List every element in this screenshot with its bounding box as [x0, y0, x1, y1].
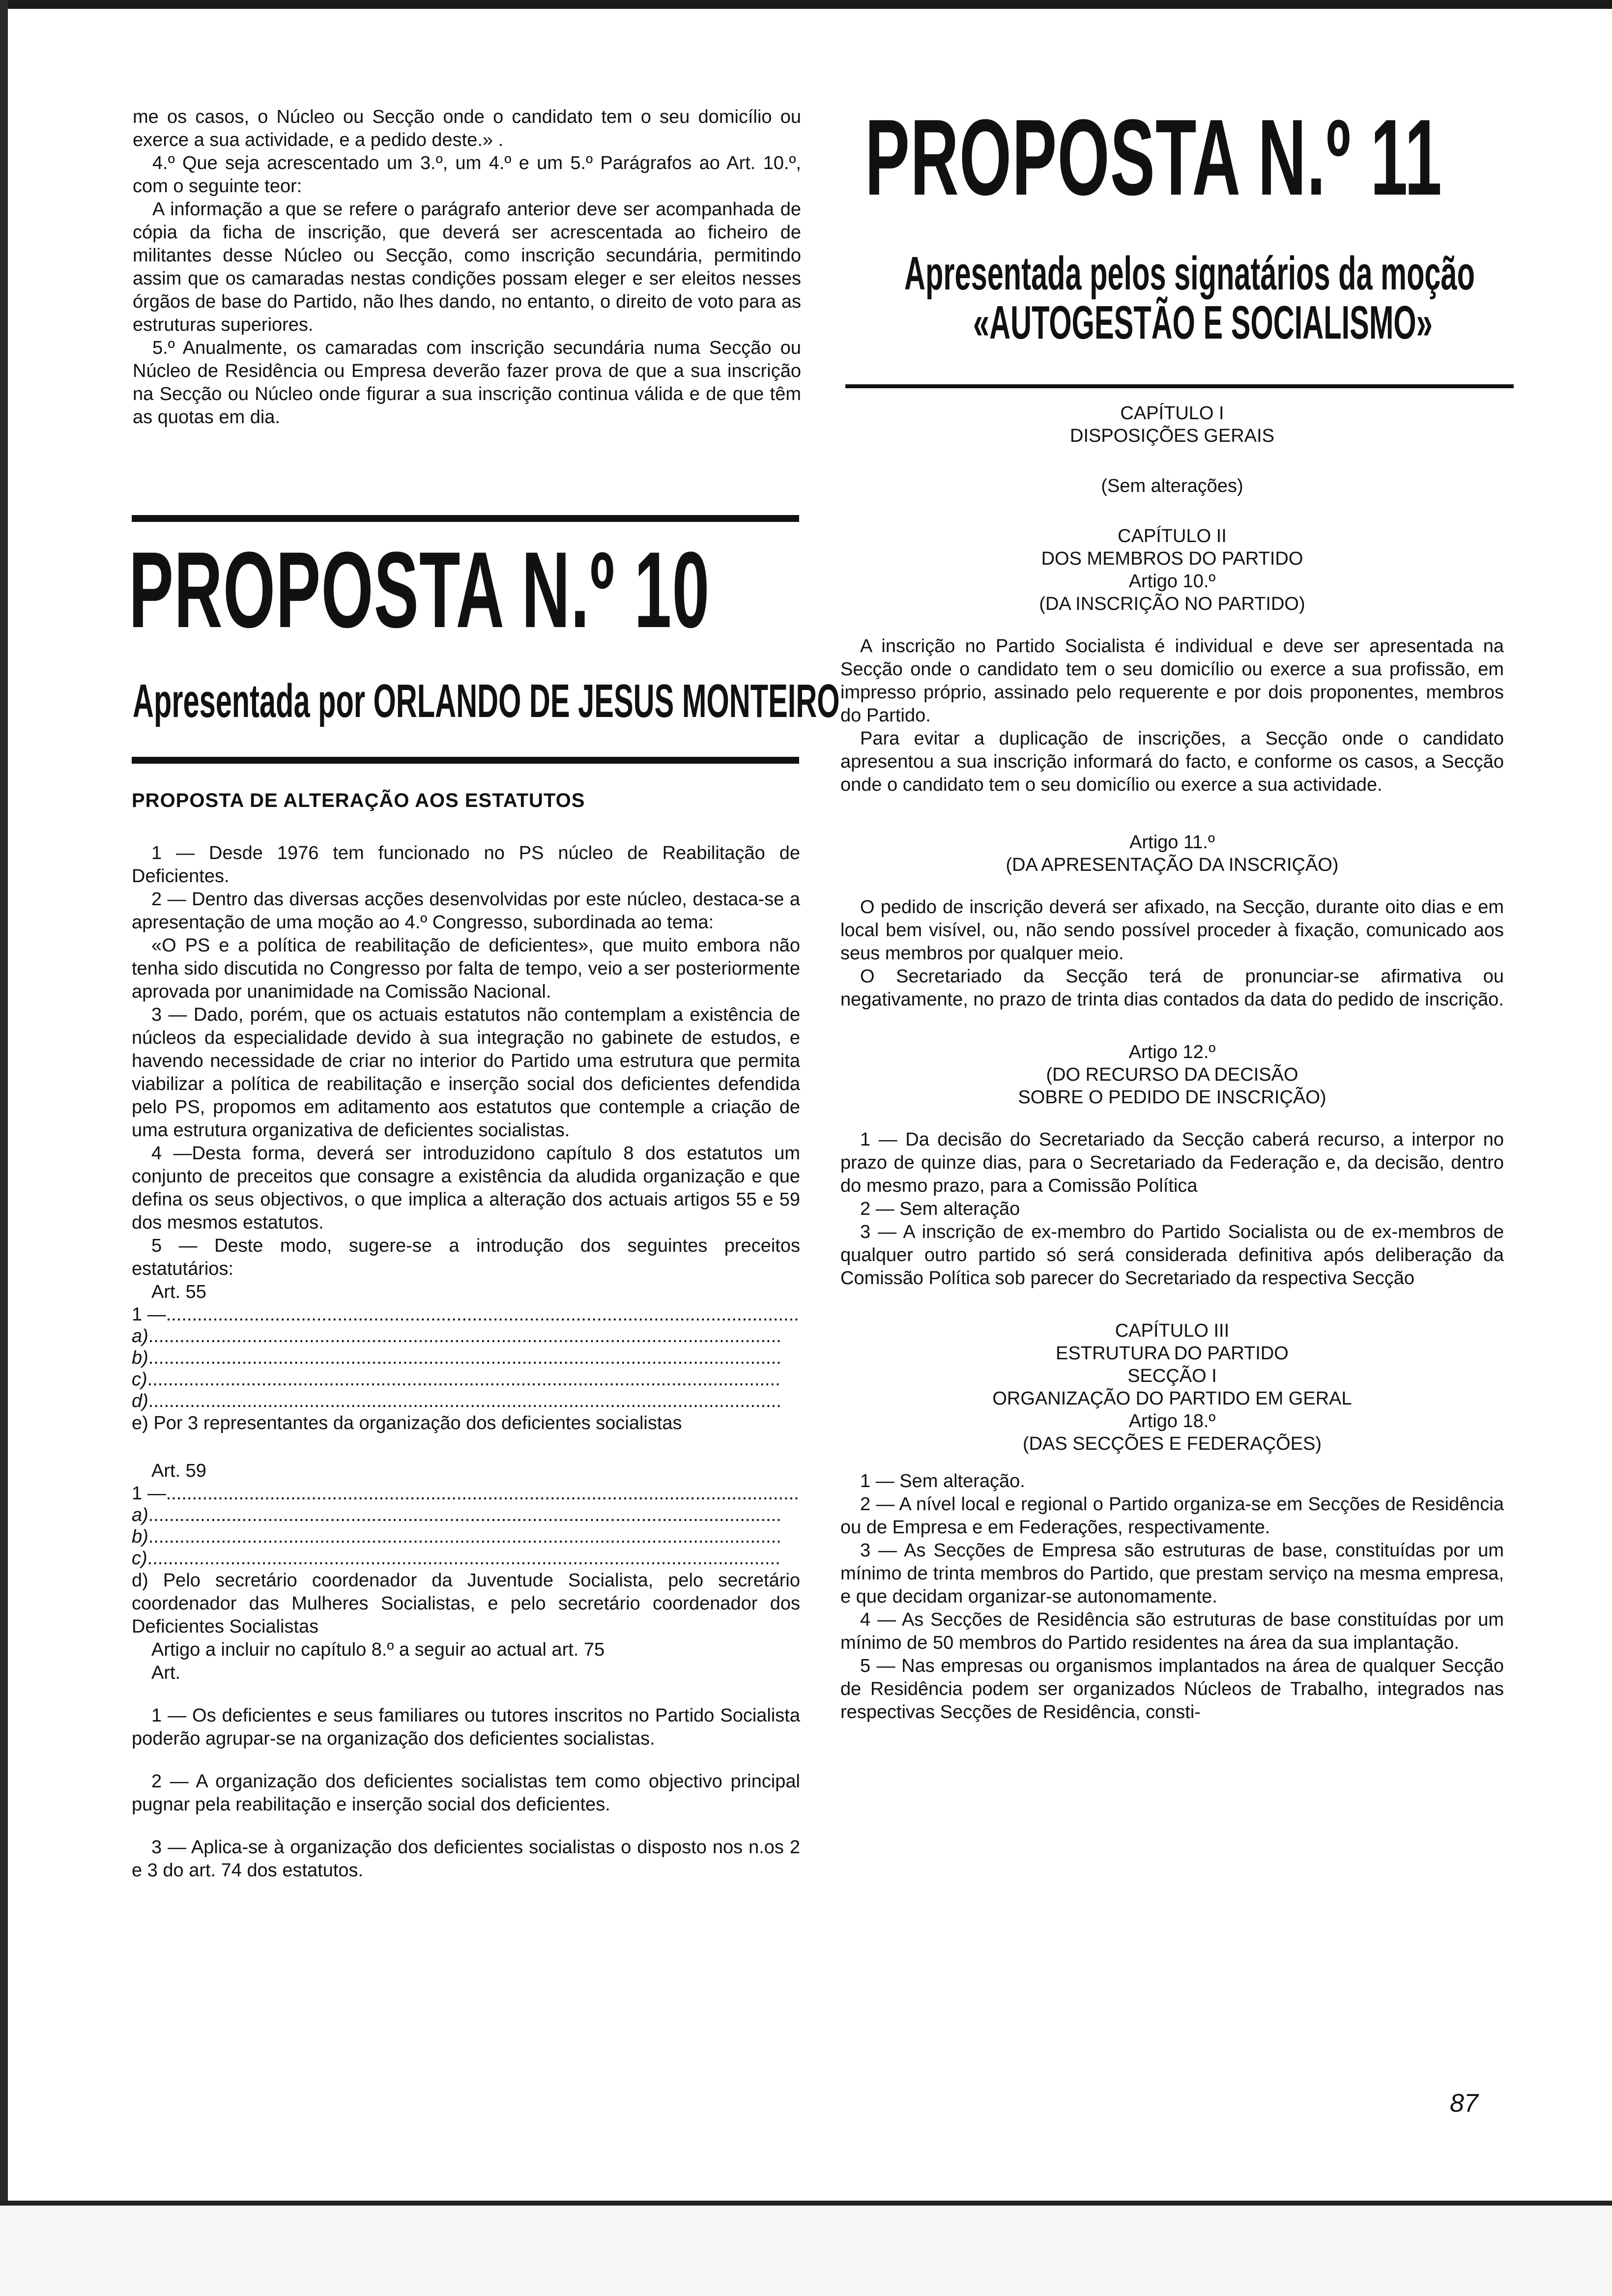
paragraph: 1 — Sem alteração. [860, 1471, 1025, 1492]
chapter-title: CAPÍTULO I [1120, 403, 1224, 424]
article-name: (DA INSCRIÇÃO NO PARTIDO) [1039, 594, 1305, 614]
article-title: Artigo 18.º [1128, 1411, 1216, 1432]
chapter-name: DISPOSIÇÕES GERAIS [1070, 426, 1274, 446]
section-heading: PROPOSTA DE ALTERAÇÃO AOS ESTATUTOS [132, 790, 585, 811]
paragraph: me os casos, o Núcleo ou Secção onde o candidato tem o seu domicílio ou exerce a sua actividade, e a pedido deste.» . [133, 107, 801, 150]
section-title: SECÇÃO I [1127, 1366, 1217, 1386]
article-name: (DA APRESENTAÇÃO DA INSCRIÇÃO) [1006, 855, 1339, 875]
paragraph: 1 — Desde 1976 tem funcionado no PS núcleo de Reabilitação de Deficientes. [132, 843, 800, 887]
proposta11-body [840, 402, 1504, 1724]
paragraph: 4 —Desta forma, deverá ser introduzidono capítulo 8 dos estatutos um conjunto de preceitos que consagre a existência da aludida organização e que defina os seus objectivos, o que implica a alteração dos actuais artigos 55 e 59 dos mesmos estatutos. [132, 1143, 800, 1233]
paragraph: 1 — Os deficientes e seus familiares ou tutores inscritos no Partido Socialista poderão agrupar-se na organização dos deficientes socialistas. [132, 1705, 800, 1749]
divider [132, 515, 799, 522]
paragraph: 2 — A nível local e regional o Partido organiza-se em Secções de Residência ou de Empresa e em Federações, respectivamente. [840, 1494, 1504, 1538]
article-title: Artigo 11.º [1129, 832, 1215, 853]
list-item: 1 —.......................................................................................................................... [132, 1304, 799, 1325]
page-number: 87 [1450, 2089, 1478, 2118]
scan-border-left [0, 0, 8, 2296]
paragraph: d) Pelo secretário coordenador da Juventude Socialista, pelo secretário coordenador das Mulheres Socialistas, e pelo secretário coordenador dos Deficientes Socialistas [132, 1570, 800, 1637]
list-item: 1 —.......................................................................................................................... [132, 1483, 799, 1504]
chapter-name: DOS MEMBROS DO PARTIDO [1041, 548, 1303, 569]
list-item: a).......................................................................................................................... [132, 1505, 781, 1525]
paragraph: 3 — As Secções de Empresa são estruturas de base, constituídas por um mínimo de trinta membros do Partido, que prestam serviço na mesma empresa, e que decidam organizar-se autonomamente. [840, 1540, 1504, 1607]
proposta10-title: PROPOSTA N.º 10 [129, 529, 710, 650]
paragraph: 1 — Da decisão do Secretariado da Secção caberá recurso, a interpor no prazo de quinze dias, para o Secretariado da Federação e, da decisão, dentro do mesmo prazo, para a Comissão Política [840, 1129, 1504, 1196]
paragraph: O Secretariado da Secção terá de pronunciar-se afirmativa ou negativamente, no prazo de trinta dias contados da data do pedido de inscrição. [840, 966, 1504, 1010]
note: (Sem alterações) [1101, 476, 1243, 496]
paragraph: O pedido de inscrição deverá ser afixado, na Secção, durante oito dias e em local bem visível, ou, não sendo possível proceder à fixação, comunicado aos seus membros por qualquer meio. [840, 897, 1504, 964]
paragraph: 4 — As Secções de Residência são estruturas de base constituídas por um mínimo de 50 membros do Partido residentes na área da sua implantação. [840, 1609, 1504, 1653]
paragraph: 5 — Deste modo, sugere-se a introdução dos seguintes preceitos estatutários: [132, 1235, 800, 1279]
chapter-title: CAPÍTULO III [1115, 1320, 1230, 1341]
article-label: Art. 55 [151, 1282, 206, 1302]
scan-margin [0, 2206, 1612, 2296]
list-item: c).......................................................................................................................... [132, 1369, 780, 1390]
paragraph: 3 — A inscrição de ex-membro do Partido Socialista ou de ex-membros de qualquer outro partido só será considerada definitiva após deliberação da Comissão Política sob parecer do Secretariado da respectiva Secção [840, 1222, 1504, 1289]
list-item: c).......................................................................................................................... [132, 1548, 780, 1569]
left-top-text [133, 106, 801, 429]
list-item: b).......................................................................................................................... [132, 1526, 781, 1547]
section-name: ORGANIZAÇÃO DO PARTIDO EM GERAL [992, 1388, 1352, 1409]
proposta10-body [132, 789, 800, 1882]
paragraph: 4.º Que seja acrescentado um 3.º, um 4.º e um 5.º Parágrafos ao Art. 10.º, com o seguinte teor: [133, 153, 801, 197]
paragraph: 5.º Anualmente, os camaradas com inscrição secundária numa Secção ou Núcleo de Residência ou Empresa deverão fazer prova de que a sua inscrição na Secção ou Núcleo onde figurar a sua inscrição continua válida e de que têm as quotas em dia. [133, 338, 801, 428]
proposta11-subtitle-line2: «AUTOGESTÃO E SOCIALISMO» [973, 296, 1433, 349]
paragraph: 2 — A organização dos deficientes socialistas tem como objectivo principal pugnar pela reabilitação e inserção social dos deficientes. [132, 1771, 800, 1815]
paragraph: A inscrição no Partido Socialista é individual e deve ser apresentada na Secção onde o candidato tem o seu domicílio ou exerce a sua profissão, em impresso próprio, assinado pelo requerente e por dois proponentes, membros do Partido. [840, 636, 1504, 726]
paragraph: 3 — Dado, porém, que os actuais estatutos não contemplam a existência de núcleos da especialidade devido à sua integração no gabinete de estudos, e havendo necessidade de criar no interior do Partido uma estrutura que permita viabilizar a política de reabilitação e inserção social dos deficientes defendida pelo PS, propomos em aditamento aos estatutos que contemple a criação de uma estrutura organizativa de deficientes socialistas. [132, 1004, 800, 1141]
paragraph: Para evitar a duplicação de inscrições, a Secção onde o candidato apresentou a sua inscrição informará do facto, e conforme os casos, a Secção onde o candidato tem o seu domicílio ou exerce a sua actividade. [840, 728, 1504, 795]
article-title: Artigo 12.º [1128, 1042, 1216, 1062]
paragraph: 3 — Aplica-se à organização dos deficientes socialistas o disposto nos n.os 2 e 3 do art. 74 dos estatutos. [132, 1837, 800, 1881]
paragraph: Art. [151, 1663, 181, 1683]
article-name: (DO RECURSO DA DECISÃO [1046, 1064, 1298, 1085]
proposta11-header [865, 97, 1514, 366]
paragraph: «O PS e a política de reabilitação de deficientes», que muito embora não tenha sido discutida no Congresso por falta de tempo, veio a ser posteriormente aprovada por unanimidade na Comissão Nacional. [132, 935, 800, 1002]
paragraph: e) Por 3 representantes da organização dos deficientes socialistas [132, 1413, 682, 1434]
scan-border-bottom [0, 2201, 1612, 2206]
divider [845, 384, 1514, 388]
chapter-title: CAPÍTULO II [1118, 526, 1227, 546]
proposta10-header [129, 529, 840, 730]
article-name: (DAS SECÇÕES E FEDERAÇÕES) [1022, 1434, 1322, 1454]
paragraph: Artigo a incluir no capítulo 8.º a seguir ao actual art. 75 [151, 1639, 605, 1660]
proposta10-subtitle: Apresentada por ORLANDO DE JESUS MONTEIRO [133, 675, 840, 727]
list-item: b).......................................................................................................................... [132, 1348, 781, 1368]
list-item: a).......................................................................................................................... [132, 1326, 781, 1347]
article-label: Art. 59 [151, 1461, 206, 1481]
article-title: Artigo 10.º [1128, 571, 1216, 592]
article-name: SOBRE O PEDIDO DE INSCRIÇÃO) [1018, 1087, 1326, 1108]
chapter-name: ESTRUTURA DO PARTIDO [1056, 1343, 1289, 1364]
paragraph: 2 — Dentro das diversas acções desenvolvidas por este núcleo, destaca-se a apresentação de uma moção ao 4.º Congresso, subordinada ao tema: [132, 889, 800, 933]
proposta11-subtitle-line1: Apresentada pelos signatários da moção [904, 247, 1475, 300]
proposta11-title: PROPOSTA N.º 11 [865, 97, 1443, 218]
divider [132, 757, 799, 764]
list-item: d).......................................................................................................................... [132, 1391, 781, 1411]
paragraph: 2 — Sem alteração [860, 1199, 1020, 1219]
paragraph: A informação a que se refere o parágrafo anterior deve ser acompanhada de cópia da ficha de inscrição, que deverá ser acrescentada ao ficheiro de militantes desse Núcleo ou Secção, como inscrição secundária, permitindo assim que os camaradas nestas condições possam eleger e ser eleitos nesses órgãos de base do Partido, não lhes dando, no entanto, o direito de voto para as estruturas superiores. [133, 199, 801, 335]
scan-border-top [0, 0, 1612, 9]
paragraph: 5 — Nas empresas ou organismos implantados na área de qualquer Secção de Residência podem ser organizados Núcleos de Trabalho, integrados nas respectivas Secções de Residência, consti- [840, 1656, 1504, 1722]
